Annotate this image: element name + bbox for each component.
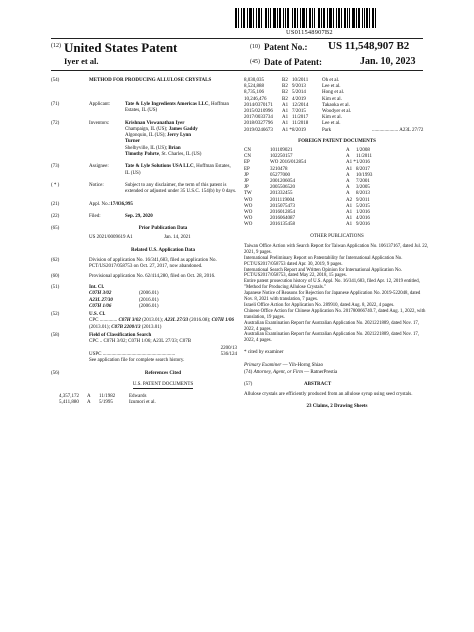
barcode	[235, 8, 421, 28]
other-pub-item: Australian Examination Report for Australian Application No. 2021221889, dated Nov. 17, 2022, 4 pages.	[244, 320, 420, 332]
us-ref-row: 2018/0327796 A1 11/2018 Lee et al.	[244, 121, 341, 127]
foreign-ref-row: WO 2011119004 A2 9/2011	[244, 197, 370, 203]
code-10: (10)	[250, 44, 260, 50]
provisional-field: (60) Provisional application No. 62/414,280, filed on Oct. 28, 2016.	[51, 273, 216, 279]
us-ref-row: 8,030,035 B2 10/2011 Oh et al.	[244, 78, 340, 83]
other-pub-item: International Preliminary Report on Patentability for International Application No. PCT/US2017/058753 dated Apr. 30, 2019, 9 pages.	[244, 255, 403, 267]
inventors-field: (72) Inventors: Krishnan Viswanathan Iyer Champaign, IL (US); James Gaddy Algonquin, IL (US); Jerry Lynn Turner Shelbyville, IL (US); Brian Timothy Pohrte, St. Charles, IL (US)	[51, 120, 202, 158]
us-ref-continued-list	[244, 78, 430, 134]
foreign-ref-row: WO 2015075473 A1 5/2015	[244, 203, 370, 209]
other-pub-item: International Search Report and Written Opinion for International Application No. PCT/US2017/058753, dated May 22, 2018, 15 pages.	[244, 267, 402, 279]
related-app-heading: Related U.S. Application Data	[130, 247, 196, 253]
other-pubs-heading: OTHER PUBLICATIONS	[310, 233, 364, 239]
us-ref-row: 8,735,106 B2 5/2014 Hong et al.	[244, 90, 345, 96]
foreign-ref-row: EP 3210478 A1 8/2017	[244, 166, 370, 172]
inventor-short: Iyer et al.	[64, 56, 99, 66]
us-patent-docs-heading: U.S. PATENT DOCUMENTS	[51, 382, 237, 389]
appl-no-field: (21) Appl. No.: 17/036,995	[51, 201, 133, 207]
other-pub-item: Japanese Notice of Reasons for Rejection for Japanese Application No. 2019-522048, dated Nov. 8, 2021 with translation, 7 pages.	[244, 291, 421, 303]
other-pub-item: Israeli Office Action for Application No. 289910, dated Aug. 8, 2022, 4 pages.	[244, 302, 395, 308]
foreign-ref-row: WO 2016064087 A1 4/2016	[244, 216, 370, 222]
cited-by-examiner: * cited by examiner	[244, 350, 284, 356]
us-ref-row: 2014/0370171 A1 12/2014 Takaoka et al.	[244, 102, 350, 108]
header-bottom-rule	[51, 70, 423, 71]
refs-heading: (56) References Cited	[51, 370, 182, 376]
patent-type-title: United States Patent	[64, 40, 178, 55]
other-pub-item: Chinese Office Action for Chinese Application No. 201780066740.7, dated Aug. 1, 2022, with translation, 19 pages.	[244, 308, 426, 320]
us-ref-row: 10,246,476 B2 4/2019 Kim et al.	[244, 96, 342, 102]
kind-code-12: (12)	[51, 43, 61, 49]
foreign-docs-list	[244, 148, 430, 229]
foreign-ref-row: WO 2016012854 A1 1/2016	[244, 210, 370, 216]
primary-examiner: Primary Examiner — Yih-Horng Shiao	[244, 363, 323, 369]
us-ref-row: 2017/0033734 A1 11/2017 Kim et al.	[244, 115, 342, 121]
us-ref-row: 4,357,172 A 11/1982 Edwards	[59, 394, 147, 400]
us-ref-row: 2015/0210996 A1 7/2015 Woodyer et al.	[244, 109, 352, 115]
foreign-ref-row: CN 102250157 A 11/2011	[244, 154, 373, 160]
other-pub-item: Australian Examination Report for Australian Application No. 2021221889, dated Nov. 17, 2022, 4 pages.	[244, 332, 420, 344]
field-of-search: (58) Field of Classification Search CPC .. C07H 3/02; C07H 1/06; A23L 27/33; C07B 2200/13 USPC .......................................................... 536/124 See application file for complete search history.	[51, 333, 237, 364]
title-field: (54) METHOD FOR PRODUCING ALLULOSE CRYSTALS	[51, 78, 212, 83]
prior-pub-row: US 2021/0009619 A1 Jan. 14, 2021	[89, 235, 191, 241]
date-of-patent-value: Jan. 10, 2023	[360, 56, 416, 67]
code-45: (45)	[250, 59, 260, 65]
us-ref-row: 2019/0246673 A1 * 8/2019 Park ..................... A23L 27/72	[244, 127, 424, 133]
abstract-text: Allulose crystals are efficiently produced from an allulose syrup using seed crystals.	[244, 392, 413, 398]
attorney: (74) Attorney, Agent, or Firm — RatnerPrestia	[244, 369, 338, 375]
barcode-number: US011548907B2	[286, 29, 333, 36]
foreign-ref-row: WO 2016135458 A1 9/2016	[244, 222, 370, 228]
header-top-rule	[51, 38, 423, 39]
right-column	[244, 78, 430, 411]
foreign-docs-heading: FOREIGN PATENT DOCUMENTS	[298, 138, 376, 144]
foreign-ref-row: JP 2005506520 A 3/2005	[244, 185, 370, 191]
int-cl-field: (51) Int. Cl. C07H 3/02 (2006.01) A23L 27/30 (2016.01) C07H 1/06 (2006.01)	[51, 284, 159, 309]
date-of-patent-label: Date of Patent:	[264, 57, 322, 67]
foreign-ref-row: TW 201332455 A 8/2013	[244, 191, 370, 197]
other-pub-item: Taiwan Office Action with Search Report for Taiwan Application No. 106137167, dated Jul. 22, 2021, 9 pages.	[244, 243, 429, 255]
other-pubs-list	[244, 244, 430, 344]
applicant-field: (71) Applicant: Tate & Lyle Ingredients Americas LLC, Hoffman Estates, IL (US)	[51, 102, 229, 114]
left-column	[51, 78, 237, 407]
foreign-ref-row: EP WO 2016/012854 A1 * 1/2016	[244, 160, 370, 166]
foreign-ref-row: JP 05277000 A 10/1993	[244, 172, 373, 178]
assignee-field: (73) Assignee: Tate & Lyle Solutions USA LLC, Hoffman Estates, IL (US)	[51, 164, 231, 176]
division-field: (62) Division of application No. 16/341,683, filed as application No. PCT/US2017/058753 on Oct. 27, 2017, now abandoned.	[51, 258, 217, 270]
us-ref-row: 8,524,888 B2 9/2013 Lee et al.	[244, 84, 341, 90]
other-pub-item: Entire patent prosecution history of U.S. Appl. No. 16/341,683, filed Apr. 12, 2019 entitled, "Method for Producing Allulose Crystals."	[244, 279, 420, 291]
claims-drawings: 23 Claims, 2 Drawing Sheets	[306, 404, 368, 410]
filed-field: (22) Filed: Sep. 29, 2020	[51, 213, 153, 219]
foreign-ref-row: JP 2001206054 A 7/2001	[244, 179, 370, 185]
patent-no-value: US 11,548,907 B2	[328, 40, 410, 52]
us-ref-row: 5,411,880 A 5/1995 Izumori et al.	[59, 400, 156, 406]
notice-field: ( * ) Notice: Subject to any disclaimer, the term of this patent is extended or adjusted under 35 U.S.C. 154(b) by 0 days.	[51, 182, 237, 195]
foreign-ref-row: CN 101109021 A 1/2008	[244, 148, 370, 154]
patent-no-label: Patent No.:	[264, 42, 308, 52]
abstract-heading: (57) ABSTRACT	[244, 381, 332, 387]
prior-pub-heading: (65) Prior Publication Data	[51, 226, 188, 232]
us-cl-field: (52) U.S. Cl. CPC .............. C07H 3/02 (2013.01); A23L 27/33 (2016.08); C07H 1/06 (2013.01); C07B 2200/13 (2013.01)	[51, 312, 235, 330]
